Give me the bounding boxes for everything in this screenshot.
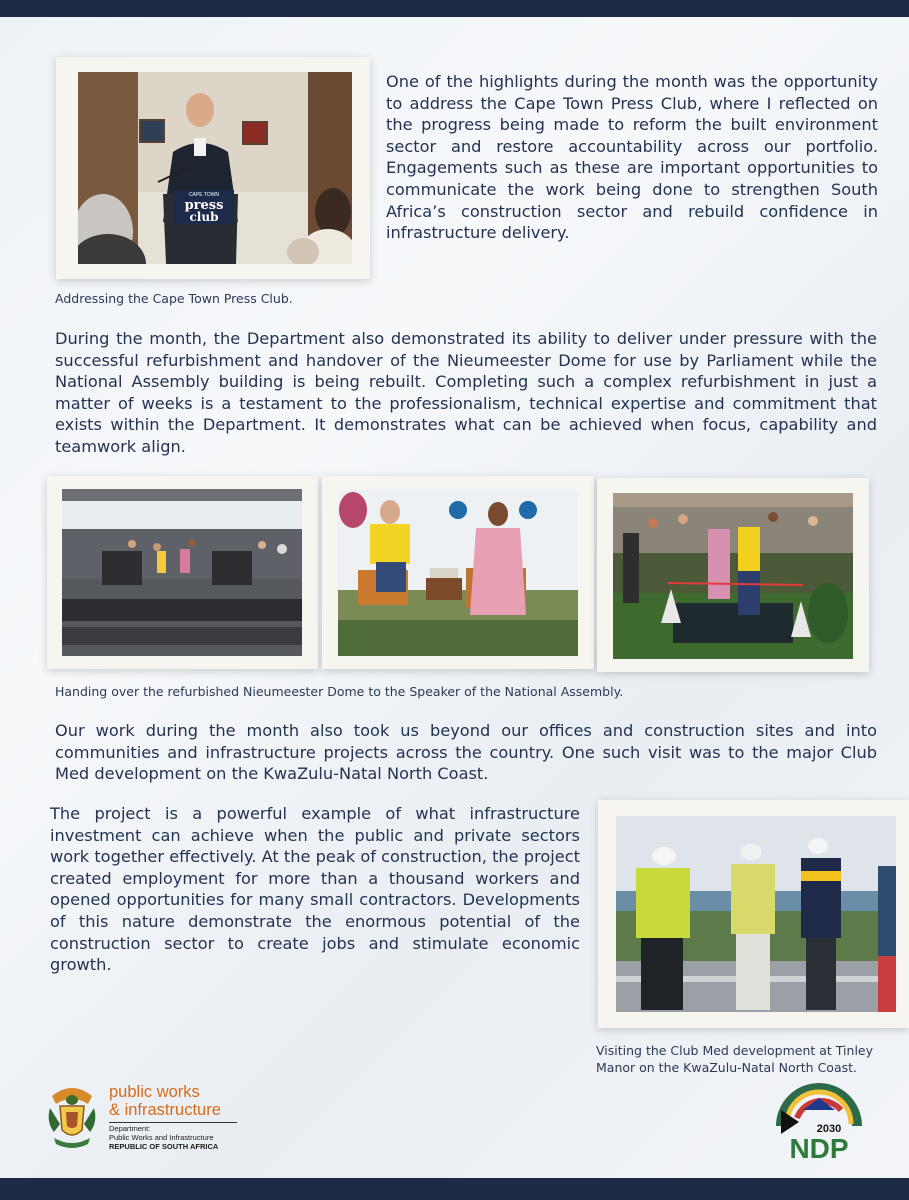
top-banner (0, 0, 909, 17)
photo-handover-seated (338, 490, 578, 656)
photo-frame-ribbon-cutting (597, 478, 869, 672)
photo-frame-handover-seated (322, 476, 594, 669)
ndp-logo-letters: NDP (789, 1133, 849, 1162)
ndp-logo-emblem (773, 1080, 865, 1162)
dept-logo-sub3: REPUBLIC OF SOUTH AFRICA (109, 1142, 219, 1151)
ndp-logo-year: 2030 (816, 1123, 842, 1135)
department-logo (44, 1082, 244, 1154)
dept-logo-rule (109, 1122, 237, 1123)
dome-chamber-illustration (62, 489, 302, 656)
photo-frame-club-med (598, 800, 909, 1028)
caption-press-club: Addressing the Cape Town Press Club. (55, 291, 293, 306)
photo-dome-chamber (62, 489, 302, 656)
caption-nieumeester-dome: Handing over the refurbished Nieumeester Dome to the Speaker of the National Assembly. (55, 684, 624, 699)
club-med-site-illustration (616, 816, 896, 1012)
paragraph-communities: Our work during the month also took us beyond our offices and construction sites and into communities and infrastructure projects across the country. One such visit was to the major Club Med development on the KwaZulu-Natal North Coast. (55, 721, 877, 784)
ribbon-cutting-illustration (613, 493, 853, 659)
dept-logo-line2: & infrastructure (109, 1101, 221, 1119)
bottom-banner (0, 1178, 909, 1200)
coat-of-arms-icon (44, 1082, 100, 1152)
photo-press-club (78, 72, 352, 264)
photo-club-med (616, 816, 896, 1012)
podium-sign-line3: club (189, 210, 219, 224)
dept-logo-line1: public works (109, 1083, 200, 1101)
handover-seated-illustration (338, 490, 578, 656)
photo-frame-press-club (56, 57, 370, 279)
caption-club-med-line2: Manor on the KwaZulu-Natal North Coast. (596, 1060, 858, 1075)
dept-logo-sub2: Public Works and Infrastructure (109, 1133, 214, 1142)
paragraph-press-club: One of the highlights during the month was the opportunity to address the Cape Town Press Club, where I reflected on the progress being made to reform the built environment sector and restore accountability across our portfolio. Engagements such as these are important opportunities to communicate the work being done to strengthen South Africa’s construction sector and rebuild confidence in infrastructure delivery. (386, 72, 878, 243)
photo-frame-dome-chamber (47, 476, 318, 669)
paragraph-club-med: The project is a powerful example of what infrastructure investment can achieve when the public and private sectors work together effectively. At the peak of construction, the project created employment for more than a thousand workers and opened opportunities for many small contractors. Developments of this nature demonstrate the enormous potential of the construction sector to create jobs and stimulate economic growth. (50, 804, 580, 975)
photo-ribbon-cutting (613, 493, 853, 659)
podium-sign-line2: press (184, 198, 224, 213)
ndp-2030-logo (773, 1080, 865, 1162)
press-club-scene-illustration (78, 72, 352, 264)
podium-sign-line1: CAPE TOWN (188, 192, 220, 198)
dept-logo-sub1: Department: (109, 1124, 151, 1133)
paragraph-nieumeester-dome: During the month, the Department also demonstrated its ability to deliver under pressure with the successful refurbishment and handover of the Nieumeester Dome for use by Parliament while the National Assembly building is being rebuilt. Completing such a complex refurbishment in just a matter of weeks is a testament to the professionalism, technical expertise and commitment that exists within the Department. It demonstrates what can be achieved when focus, capability and teamwork align. (55, 329, 877, 456)
caption-club-med-line1: Visiting the Club Med development at Tinley (596, 1043, 874, 1058)
